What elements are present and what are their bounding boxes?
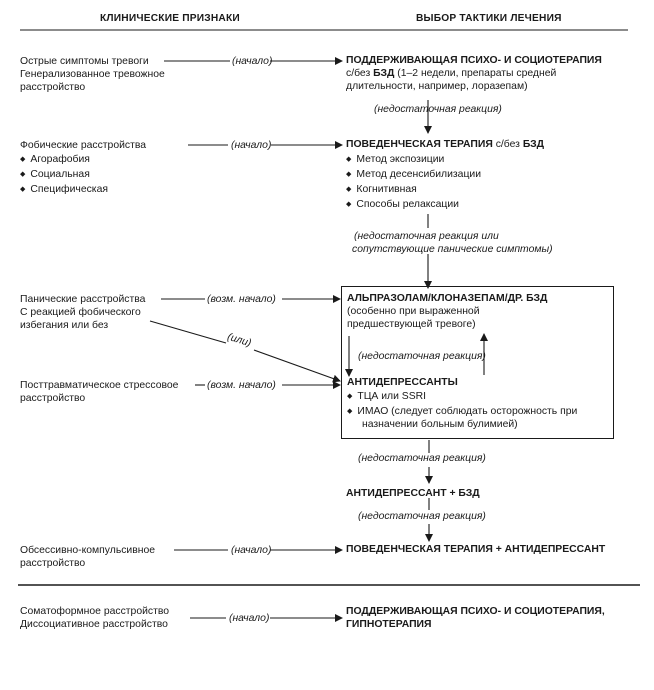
alprazolam-title: АЛЬПРАЗОЛАМ/КЛОНАЗЕПАМ/ДР. БЗД [347, 293, 548, 304]
ocd-therapy: ПОВЕДЕНЧЕСКАЯ ТЕРАПИЯ + АНТИДЕПРЕССАНТ [346, 544, 606, 555]
or-diagonal-1 [150, 321, 226, 343]
sign-somatoform: Соматоформное расстройство [20, 606, 170, 617]
phobic-therapy-title: ПОВЕДЕНЧЕСКАЯ ТЕРАПИЯ с/без БЗД [346, 139, 545, 150]
sign-panic-1: Панические расстройства [20, 294, 146, 305]
phobic-down-label-2: сопутствующие панические симптомы) [352, 244, 553, 255]
ptsd-arrow-label: (возм. начало) [207, 380, 276, 391]
somato-therapy-2: ГИПНОТЕРАПИЯ [346, 619, 432, 630]
method-desensitization: ◆ Метод десенсибилизации [346, 168, 481, 182]
sign-anxiety-3: расстройство [20, 82, 86, 93]
method-cognitive: ◆ Когнитивная [346, 183, 417, 197]
antidepressants-title: АНТИДЕПРЕССАНТЫ [347, 377, 458, 388]
sign-ocd-1: Обсессивно-компульсивное [20, 545, 156, 556]
phobic-down-label-1: (недостаточная реакция или [354, 231, 499, 242]
alprazolam-note-1: (особенно при выраженной [347, 306, 480, 317]
sign-ocd-2: расстройство [20, 558, 86, 569]
sign-ptsd-2: расстройство [20, 393, 86, 404]
phobic-type-social: ◆ Социальная [20, 168, 90, 182]
box-mid-label: (недостаточная реакция) [358, 351, 486, 362]
treatment-header: ВЫБОР ТАКТИКИ ЛЕЧЕНИЯ [416, 13, 562, 24]
antidep-maoi-cont: назначении больным булимией) [362, 419, 518, 430]
sign-anxiety-1: Острые симптомы тревоги [20, 56, 149, 67]
antidep-tca-ssri: ◆ ТЦА или SSRI [347, 390, 426, 404]
antidep-maoi: ◆ ИМАО (следует соблюдать осторожность при [347, 405, 577, 419]
sign-dissociative: Диссоциативное расстройство [20, 619, 168, 630]
anxiety-down-label: (недостаточная реакция) [374, 104, 502, 115]
sign-phobic: Фобические расстройства [20, 140, 147, 151]
panic-arrow-label: (возм. начало) [207, 294, 276, 305]
or-label: (или) [225, 331, 253, 350]
method-relaxation: ◆ Способы релаксации [346, 198, 459, 212]
phobic-type-specific: ◆ Специфическая [20, 183, 108, 197]
sign-anxiety-2: Генерализованное тревожное [20, 69, 165, 80]
sign-panic-2: С реакцией фобического [20, 307, 141, 318]
or-diagonal-arrow [254, 350, 340, 381]
method-exposure: ◆ Метод экспозиции [346, 153, 444, 167]
combo-down-label: (недостаточная реакция) [358, 511, 486, 522]
somato-arrow-label: (начало) [229, 613, 270, 624]
sign-ptsd-1: Посттравматическое стрессовое [20, 380, 179, 391]
alprazolam-note-2: предшествующей тревоге) [347, 319, 476, 330]
clinical-signs-header: КЛИНИЧЕСКИЕ ПРИЗНАКИ [100, 13, 240, 24]
anxiety-therapy-line3: длительности, например, лоразепам) [346, 81, 528, 92]
phobic-arrow-label: (начало) [231, 140, 272, 151]
sign-panic-3: избегания или без [20, 320, 109, 331]
phobic-type-agoraphobia: ◆ Агорафобия [20, 153, 90, 167]
anxiety-therapy-line2: с/без БЗД (1–2 недели, препараты средней [346, 68, 557, 79]
after-box-label: (недостаточная реакция) [358, 453, 486, 464]
ocd-arrow-label: (начало) [231, 545, 272, 556]
antidepressant-plus-bzd: АНТИДЕПРЕССАНТ + БЗД [346, 488, 480, 499]
anxiety-therapy-title: ПОДДЕРЖИВАЮЩАЯ ПСИХО- И СОЦИОТЕРАПИЯ [346, 55, 602, 66]
somato-therapy-1: ПОДДЕРЖИВАЮЩАЯ ПСИХО- И СОЦИОТЕРАПИЯ, [346, 606, 605, 617]
anxiety-arrow-label: (начало) [232, 56, 273, 67]
